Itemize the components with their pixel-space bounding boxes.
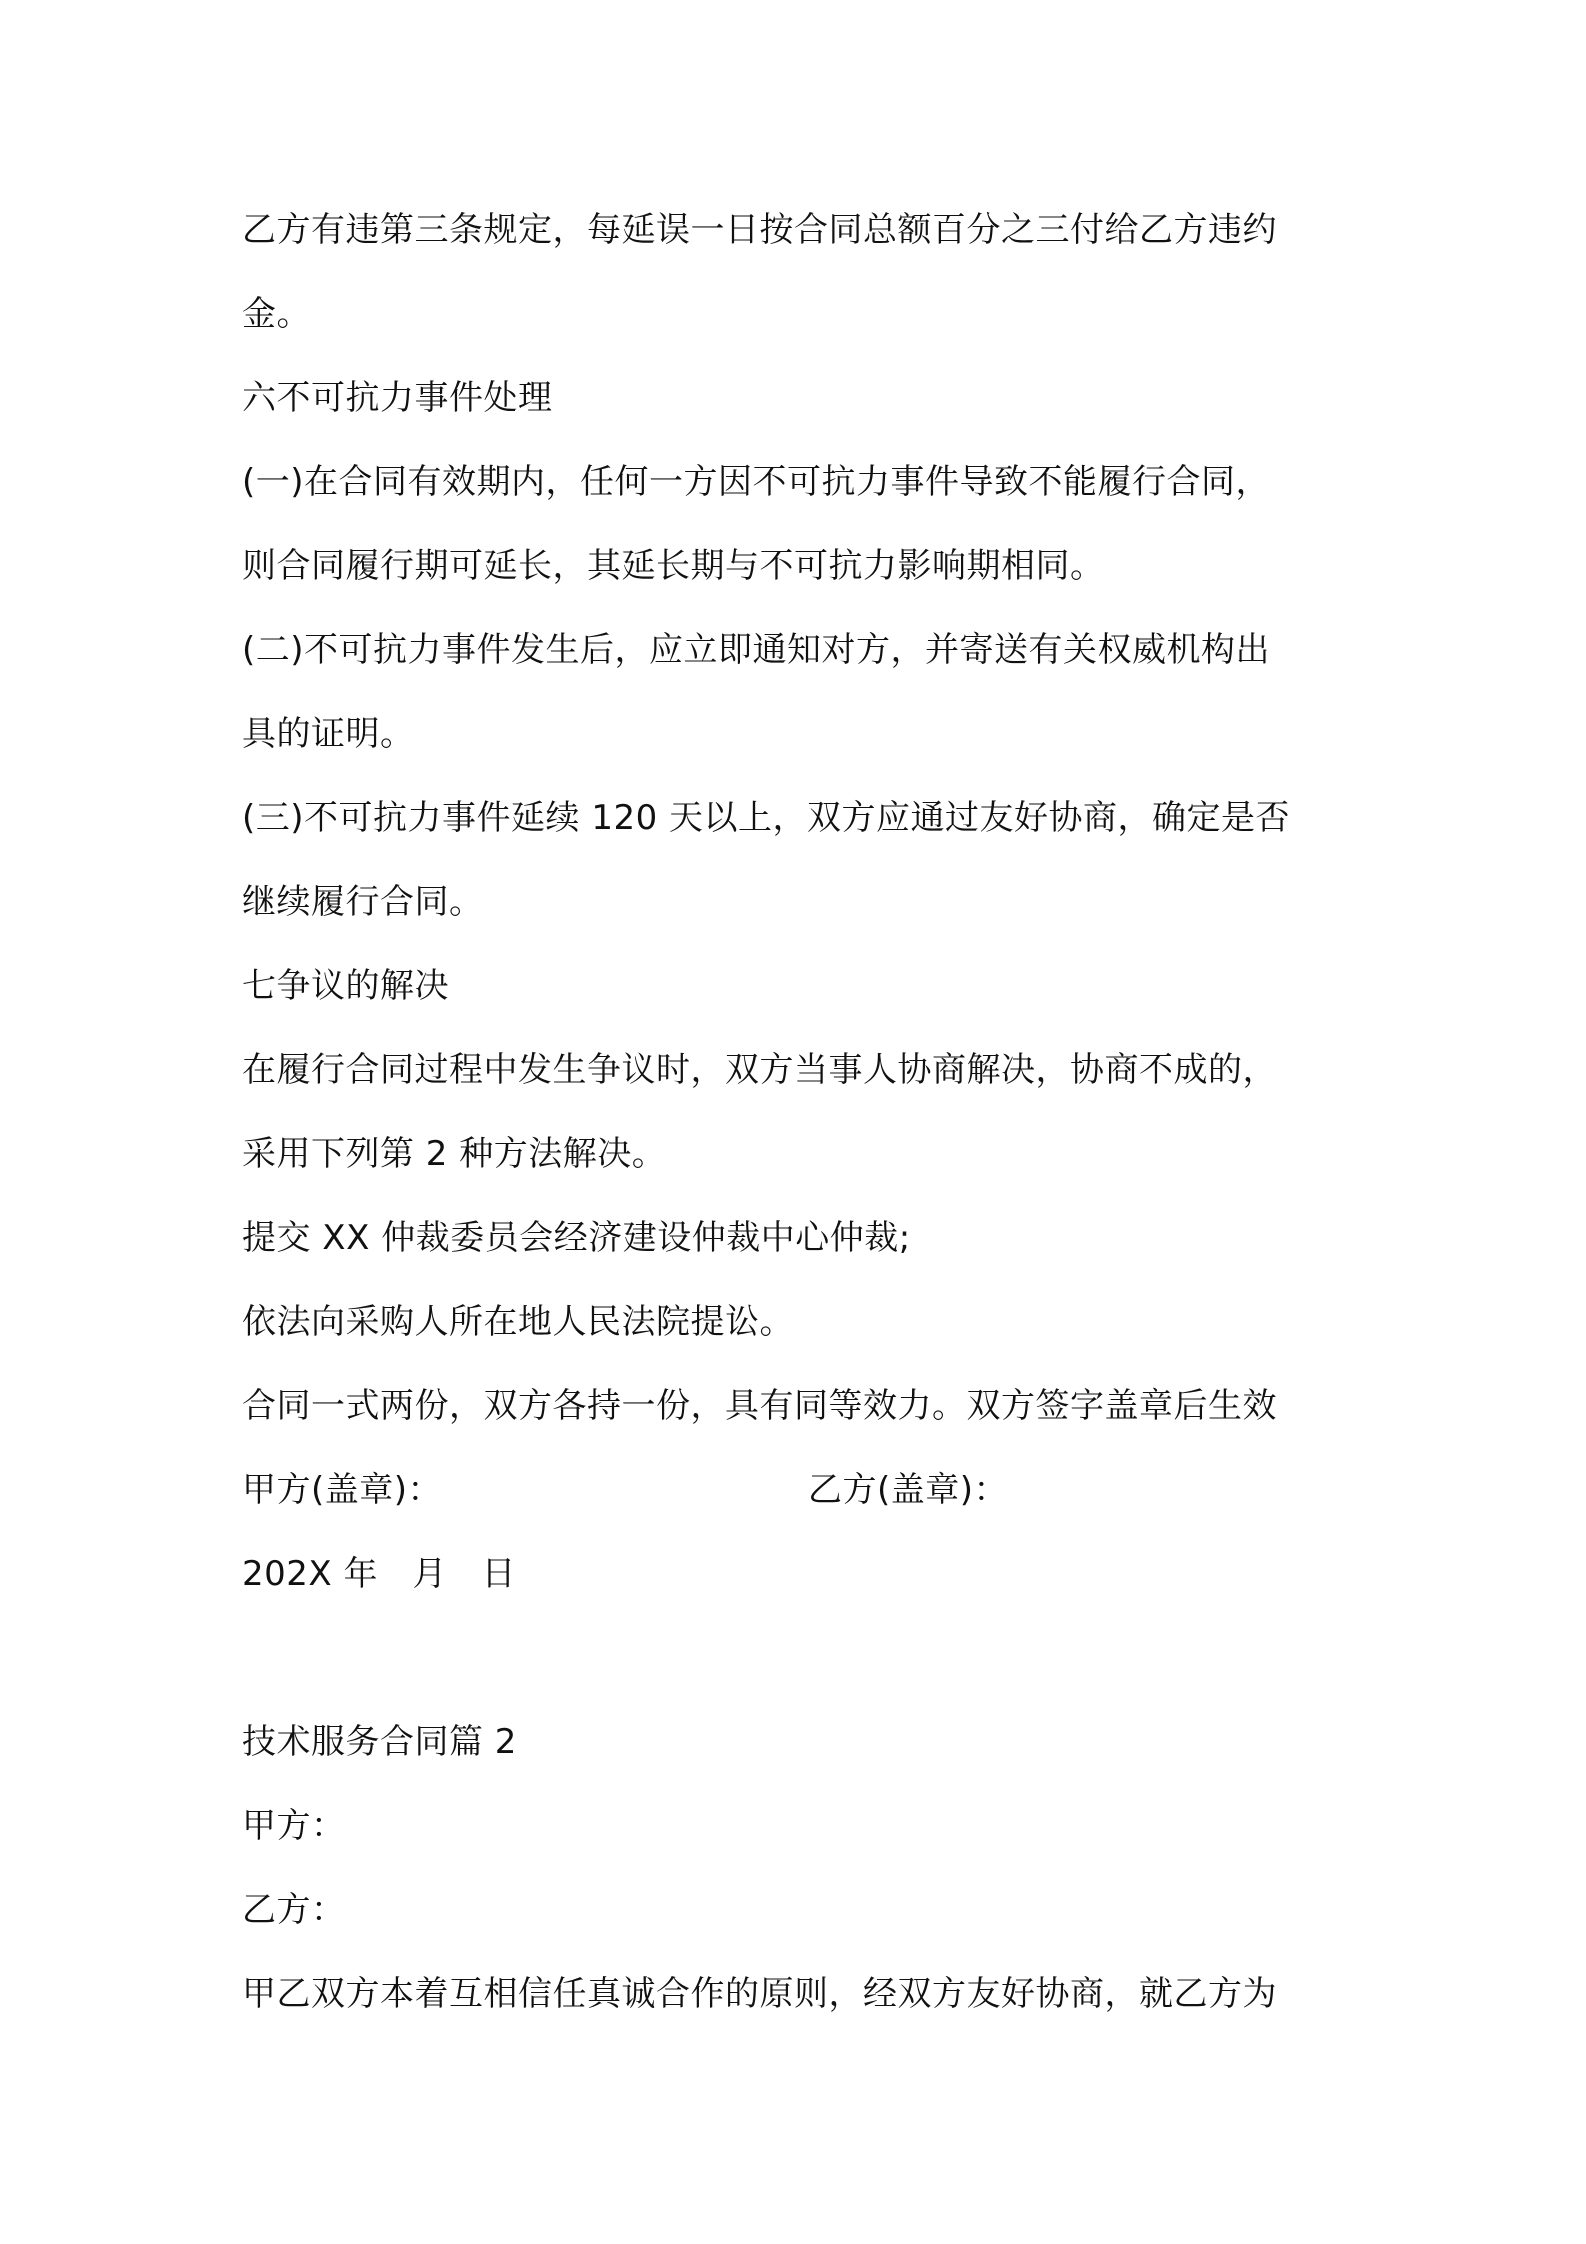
signature-party-b: 乙方(盖章)：	[808, 1470, 1009, 1510]
paragraph-line: 依法向采购人所在地人民法院提讼。	[242, 1302, 794, 1342]
paragraph-line: 乙方有违第三条规定，每延误一日按合同总额百分之三付给乙方违约	[242, 210, 1277, 250]
paragraph-line: 采用下列第 2 种方法解决。	[242, 1134, 667, 1174]
section-heading: 六不可抗力事件处理	[242, 378, 553, 418]
paragraph-line: 合同一式两份，双方各持一份，具有同等效力。双方签字盖章后生效	[242, 1386, 1277, 1426]
party-a-label: 甲方：	[242, 1806, 346, 1846]
paragraph-line: (一)在合同有效期内，任何一方因不可抗力事件导致不能履行合同，	[242, 462, 1271, 502]
paragraph-line: 具的证明。	[242, 714, 415, 754]
paragraph-line: 金。	[242, 294, 311, 334]
section-title: 技术服务合同篇 2	[242, 1722, 517, 1762]
paragraph-line: 继续履行合同。	[242, 882, 484, 922]
party-b-label: 乙方：	[242, 1890, 346, 1930]
paragraph-line: (二)不可抗力事件发生后，应立即通知对方，并寄送有关权威机构出	[242, 630, 1271, 670]
paragraph-line: 在履行合同过程中发生争议时，双方当事人协商解决，协商不成的，	[242, 1050, 1277, 1090]
signature-party-a: 甲方(盖章)：	[242, 1470, 443, 1510]
section-heading: 七争议的解决	[242, 966, 449, 1006]
paragraph-line: (三)不可抗力事件延续 120 天以上，双方应通过友好协商，确定是否	[242, 798, 1291, 838]
date-line: 202X 年 月 日	[242, 1554, 516, 1594]
paragraph-line: 提交 XX 仲裁委员会经济建设仲裁中心仲裁;	[242, 1218, 911, 1258]
paragraph-line: 则合同履行期可延长，其延长期与不可抗力影响期相同。	[242, 546, 1105, 586]
paragraph-line: 甲乙双方本着互相信任真诚合作的原则，经双方友好协商，就乙方为	[242, 1974, 1277, 2014]
